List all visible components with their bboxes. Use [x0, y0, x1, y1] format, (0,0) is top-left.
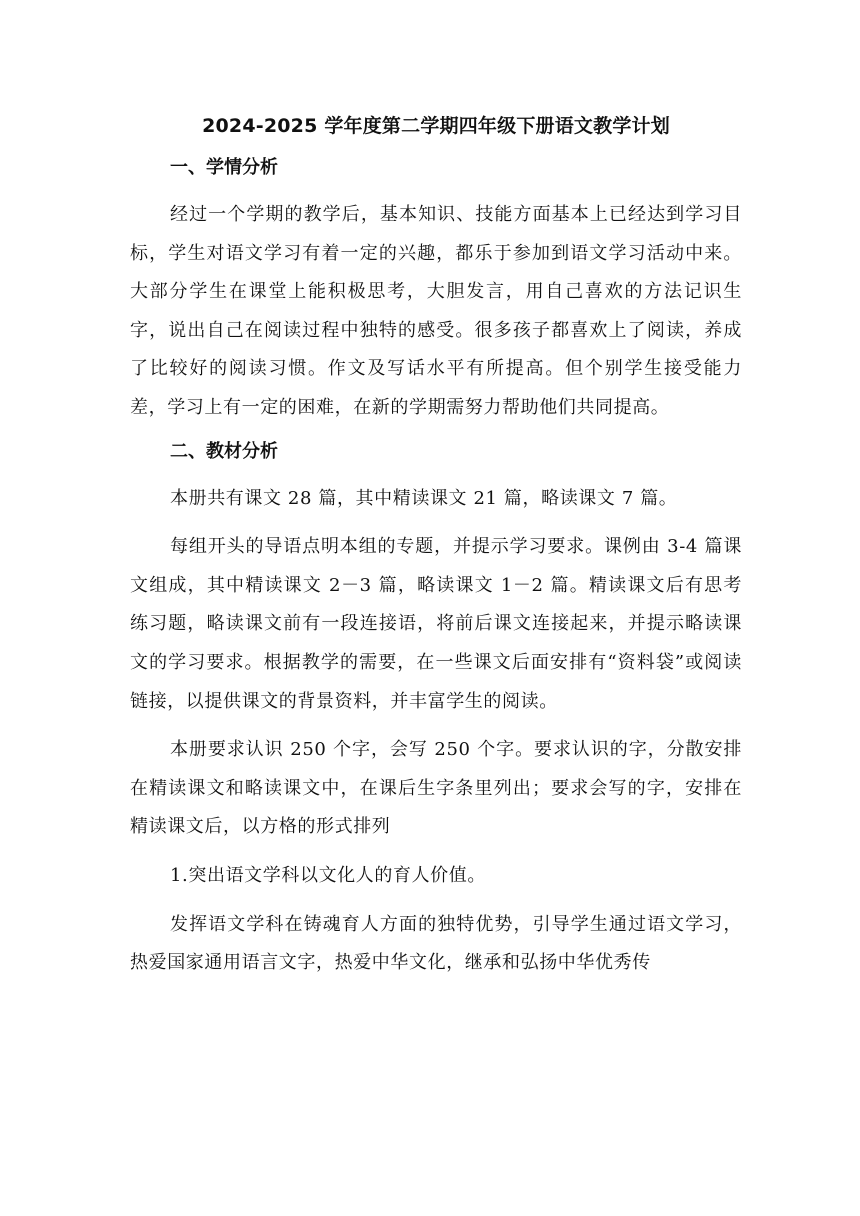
paragraph-character-requirements: 本册要求认识 250 个字，会写 250 个字。要求认识的字，分散安排在精读课文和略读课文中，在课后生字条里列出；要求会写的字，安排在精读课文后，以方格的形式排列 — [130, 739, 742, 838]
paragraph-point-1-body: 发挥语文学科在铸魂育人方面的独特优势，引导学生通过语文学习，热爱国家通用语言文字，热爱中华文化，继承和弘扬中华优秀传 — [130, 913, 742, 974]
document-page — [130, 112, 742, 993]
paragraph-point-1-title: 1.突出语文学科以文化人的育人价值。 — [170, 864, 486, 886]
section-heading-student-analysis: 一、学情分析 — [170, 157, 278, 178]
paragraph-unit-structure: 每组开头的导语点明本组的专题，并提示学习要求。课例由 3-4 篇课文组成，其中精读课文 2－3 篇，略读课文 1－2 篇。精读课文后有思考练习题，略读课文前有一段连接语，将前后课文连接起来，并提示略读课文的学习要求。根据教学的需要，在一些课文后面安排有“资料袋”或阅读链接，以提供课文的背景资料，并丰富学生的阅读。 — [130, 536, 742, 712]
section-heading-textbook-analysis: 二、教材分析 — [170, 440, 278, 462]
paragraph-lesson-count: 本册共有课文 28 篇，其中精读课文 21 篇，略读课文 7 篇。 — [170, 487, 678, 509]
paragraph-student-analysis: 经过一个学期的教学后，基本知识、技能方面基本上已经达到学习目标，学生对语文学习有着一定的兴趣，都乐于参加到语文学习活动中来。大部分学生在课堂上能积极思考，大胆发言，用自己喜欢的方法记识生字，说出自己在阅读过程中独特的感受。很多孩子都喜欢上了阅读，养成了比较好的阅读习惯。作文及写话水平有所提高。但个别学生接受能力差，学习上有一定的困难，在新的学期需努力帮助他们共同提高。 — [130, 204, 742, 418]
document-title: 2024-2025 学年度第二学期四年级下册语文教学计划 — [202, 115, 670, 137]
